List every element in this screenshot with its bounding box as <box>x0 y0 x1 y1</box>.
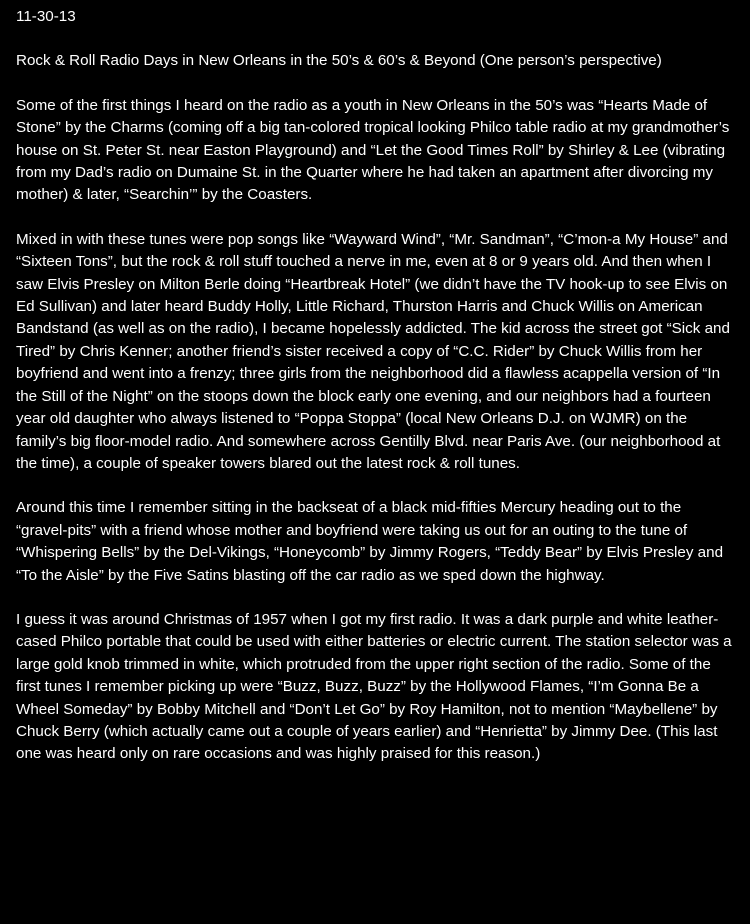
document-date: 11-30-13 <box>16 8 76 25</box>
paragraph-2: Mixed in with these tunes were pop songs like “Wayward Wind”, “Mr. Sandman”, “C’mon-a My House” and “Sixteen Tons”, but the rock & roll stuff touched a nerve in me, even at 8 or 9 years old. And then when I saw Elvis Presley on Milton Berle doing “Heartbreak Hotel” (we didn’t have the TV hook-up to see Elvis on Ed Sullivan) and later heard Buddy Holly, Little Richard, Thurston Harris and Chuck Willis on American Bandstand (as well as on the radio), I became hopelessly addicted. The kid across the street got “Sick and Tired” by Chris Kenner; another friend’s sister received a copy of “C.C. Rider” by Chuck Willis from her boyfriend and went into a frenzy; three girls from the neighborhood did a flawless acappella version of “In the Still of the Night” on the stoops down the block early one evening, and our neighbors had a fourteen year old daughter who always listened to “Poppa Stoppa” (local New Orleans D.J. on WJMR) on the family’s big floor-model radio. And somewhere across Gentilly Blvd. near Paris Ave. (our neighborhood at the time), a couple of speaker towers blared out the latest rock & roll tunes. <box>16 230 730 472</box>
paragraph-3: Around this time I remember sitting in the backseat of a black mid-fifties Mercury heading out to the “gravel-pits” with a friend whose mother and boyfriend were taking us out for an outing to the tune of “Whispering Bells” by the Del-Vikings, “Honeycomb” by Jimmy Rogers, “Teddy Bear” by Elvis Presley and “To the Aisle” by the Five Satins blasting off the car radio as we sped down the highway. <box>16 499 724 584</box>
paragraph-4: I guess it was around Christmas of 1957 when I got my first radio. It was a dark purple and white leather-cased Philco portable that could be used with either batteries or electric current. The station selector was a large gold knob trimmed in white, which protruded from the upper right section of the radio. Some of the first tunes I remember picking up were “Buzz, Buzz, Buzz” by the Hollywood Flames, “I’m Gonna Be a Wheel Someday” by Bobby Mitchell and “Don’t Let Go” by Roy Hamilton, not to mention “Maybellene” by Chuck Berry (which actually came out a couple of years earlier) and “Henrietta” by Jimmy Dee. (This last one was heard only on rare occasions and was highly praised for this reason.) <box>16 610 732 763</box>
paragraph-1: Some of the first things I heard on the radio as a youth in New Orleans in the 50’s was “Hearts Made of Stone” by the Charms (coming off a big tan-colored tropical looking Philco table radio at my grandmother’s house on St. Peter St. near Easton Playground) and “Let the Good Times Roll” by Shirley & Lee (vibrating from my Dad’s radio on Dumaine St. in the Quarter where he had taken an apartment after divorcing my mother) & later, “Searchin’” by the Coasters. <box>16 96 730 204</box>
document-title: Rock & Roll Radio Days in New Orleans in the 50’s & 60’s & Beyond (One person’s perspective) <box>16 52 662 70</box>
